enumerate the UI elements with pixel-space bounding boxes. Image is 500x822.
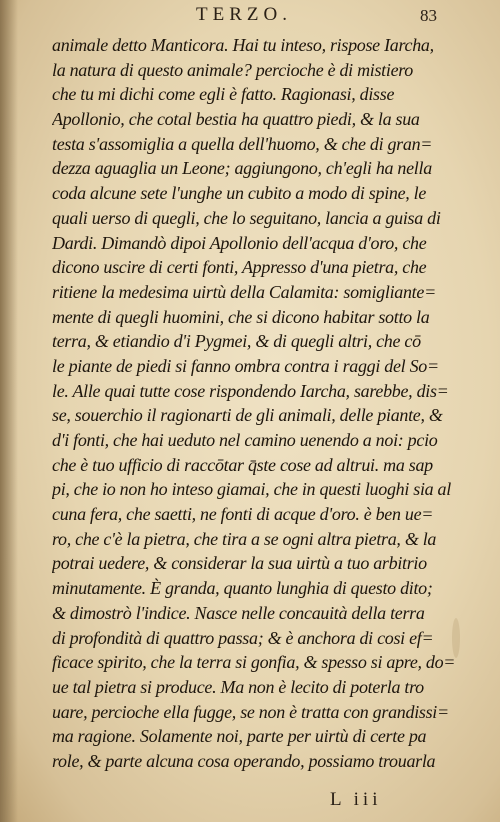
text-line: ma ragione. Solamente noi, parte per uirtù di certe pa (52, 726, 427, 747)
text-line: ritiene la medesima uirtù della Calamita: somigliante= (52, 281, 436, 302)
text-line: potrai uedere, & considerar la sua uirtù a tuo arbitrio (52, 553, 427, 574)
text-line: la natura di questo animale? percioche è di mistiero (52, 59, 414, 80)
text-line: & dimostrò l'indice. Nasce nelle concauità della terra (52, 602, 425, 623)
text-line: ro, che c'è la pietra, che tira a se ogni altra pietra, & la (52, 528, 437, 549)
text-line: minutamente. È granda, quanto lunghia di questo dito; (52, 578, 433, 599)
text-line: ficace spirito, che la terra si gonfia, & spesso si apre, do= (52, 652, 456, 673)
running-head: TERZO. (196, 4, 292, 25)
text-line: che è tuo ufficio di raccōtar q̄ste cose ad altrui. ma sap (52, 454, 433, 475)
text-line: animale detto Manticora. Hai tu inteso, rispose Iarcha, (52, 35, 434, 55)
text-line: testa s'assomiglia a quella dell'huomo, & che di gran= (52, 133, 433, 154)
text-line: che tu mi dichi come egli è fatto. Ragionasi, disse (52, 84, 395, 105)
signature-mark: L iii (330, 789, 382, 810)
text-line: cuna fera, che saetti, ne fonti di acque d'oro. è ben ue= (52, 504, 434, 525)
text-line: coda alcune sete l'unghe un cubito a modo di spine, le (52, 183, 427, 204)
text-line: le. Alle quai tutte cose rispondendo Iarcha, sarebbe, dis= (52, 380, 449, 401)
text-line: ue tal pietra si produce. Ma non è lecito di poterla tro (52, 676, 424, 697)
text-line: Dardi. Dimandò dipoi Apollonio dell'acqua d'oro, che (52, 232, 427, 253)
page-number: 83 (420, 6, 437, 25)
text-line: le piante de piedi si fanno ombra contra i raggi del So= (52, 355, 439, 376)
page-gutter-shadow (0, 0, 18, 822)
text-line: mente di quegli huomini, che si dicono habitar sotto la (52, 306, 430, 327)
text-line: Apollonio, che cotal bestia ha quattro piedi, & la sua (52, 109, 420, 130)
text-line: dezza aguaglia un Leone; aggiungono, ch'egli ha nella (52, 158, 432, 179)
text-line: quali uerso di quegli, che lo seguitano, lancia a guisa di (52, 207, 441, 228)
text-line: di profondità di quattro passa; & è anchora di cosi ef= (52, 627, 434, 648)
text-line: se, souerchio il ragionarti de gli animali, delle piante, & (52, 405, 443, 426)
text-line: role, & parte alcuna cosa operando, possiamo trouarla (52, 750, 436, 771)
text-line: dicono uscire di certi fonti, Appresso d'una pietra, che (52, 257, 427, 278)
text-line: d'i fonti, che hai ueduto nel camino uenendo a noi: pcio (52, 430, 438, 450)
text-line: uare, percioche ella fugge, se non è tratta con grandissi= (52, 701, 449, 722)
text-line: terra, & etiandio d'i Pygmei, & di quegli altri, che cō (52, 331, 421, 352)
text-body (52, 33, 464, 774)
text-line: pi, che io non ho inteso giamai, che in questi luoghi sia al (52, 479, 451, 500)
page-header (0, 2, 500, 32)
